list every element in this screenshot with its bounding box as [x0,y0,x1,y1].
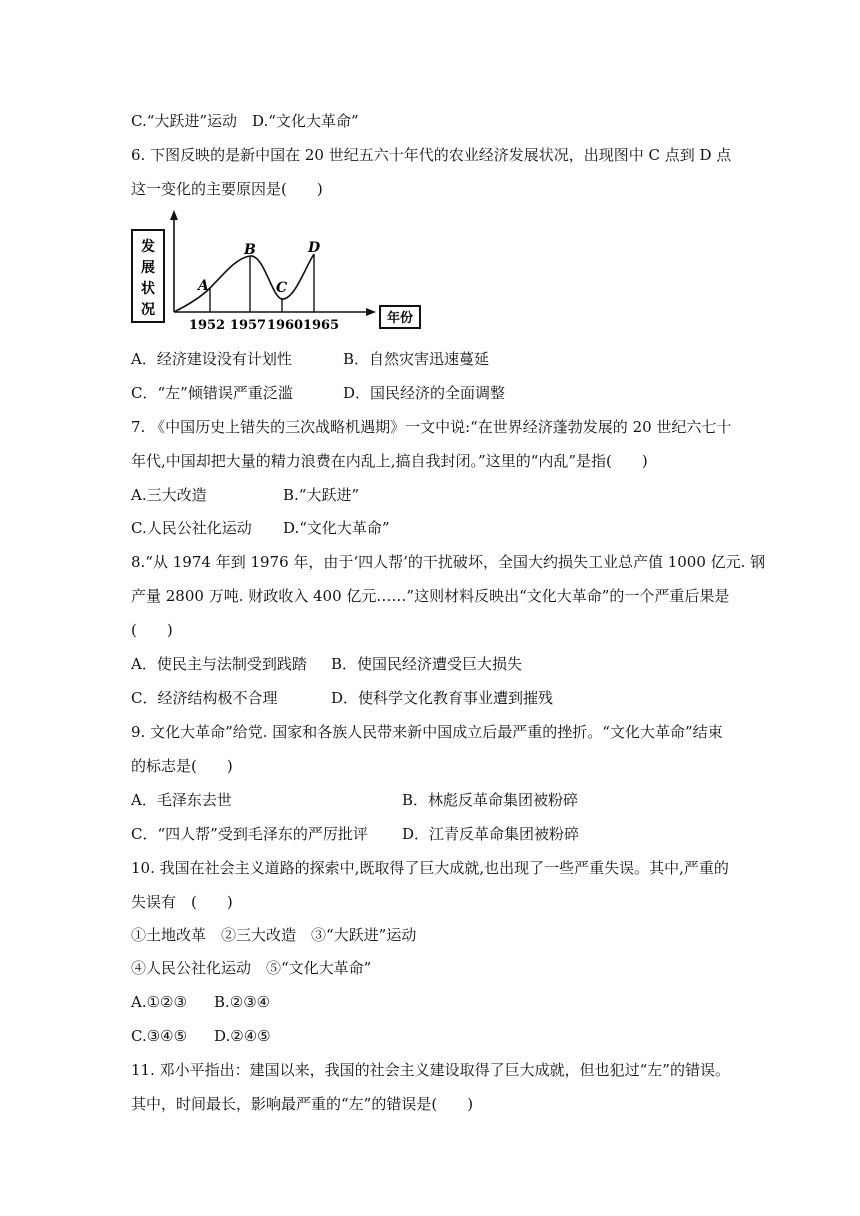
q10-items-line2: ④人民公社化运动 ⑤“文化大革命” [131,959,372,977]
q10-items-line1: ①土地改革 ②三大改造 ③“大跃进”运动 [131,926,417,944]
q9-option-c: C．“四人帮”受到毛泽东的严厉批评 [131,825,368,843]
point-label-d: D [308,240,321,256]
y-axis-arrow [170,210,178,220]
point-label-c: C [276,280,288,296]
q7-option-d: D.“文化大革命” [283,519,390,537]
year-label: 1965 [302,318,340,333]
year-label: 1952 [188,318,226,333]
q6-stem-line1: 6. 下图反映的是新中国在 20 世纪五六十年代的农业经济发展状况，出现图中 C 点到 D 点 [131,146,732,164]
q8-option-a: A．使民主与法制受到践踏 [131,655,307,673]
q10-stem-line1: 10. 我国在社会主义道路的探索中,既取得了巨大成就,也出现了一些严重失误。其中,严重的 [131,859,729,877]
q6-stem-line2: 这一变化的主要原因是( ) [131,180,323,198]
point-label-a: A [198,278,209,294]
q9-option-d: D．江青反革命集团被粉碎 [402,825,580,843]
q9-stem-line1: 9. 文化大革命”给党. 国家和各族人民带来新中国成立后最严重的挫折。“文化大革命”结束 [131,723,723,741]
q8-option-d: D．使科学文化教育事业遭到摧残 [331,689,554,707]
y-label-char: 展 [141,260,155,276]
q9-option-b: B．林彪反革命集团被粉碎 [402,791,579,809]
q7-stem-line1: 7. 《中国历史上错失的三次战略机遇期》一文中说:“在世界经济蓬勃发展的 20 世纪六七十 [131,418,732,436]
q8-stem-line2: 产量 2800 万吨. 财政收入 400 亿元……”这则材料反映出“文化大革命”的一个严重后果是 [131,587,730,605]
year-label: 1957 [229,318,267,333]
q8-option-c: C．经济结构极不合理 [131,689,278,707]
q5-options-cd: C.“大跃进”运动 D.“文化大革命” [131,112,359,130]
q11-stem-line1: 11. 邓小平指出：建国以来，我国的社会主义建设取得了巨大成就，但也犯过“左”的错误。 [131,1061,730,1079]
q10-option-c: C.③④⑤ [131,1027,188,1045]
q8-stem-line1: 8.“从 1974 年到 1976 年，由于‘四人帮’的干扰破坏，全国大约损失工业总产值 1000 亿元. 钢 [131,553,766,571]
x-axis-label: 年份 [386,311,414,326]
development-curve [174,254,314,312]
point-label-b: B [244,242,256,258]
x-axis-arrow [366,308,376,316]
q7-option-c: C.人民公社化运动 [131,519,252,537]
q8-option-b: B．使国民经济遭受巨大损失 [331,655,523,673]
q9-option-a: A．毛泽东去世 [131,791,232,809]
y-label-char: 状 [141,281,155,297]
agriculture-development-figure [128,208,428,338]
q7-option-b: B.“大跃进” [283,486,360,504]
y-label-char: 发 [141,239,155,255]
y-label-char: 况 [141,302,155,318]
q6-option-b: B．自然灾害迅速蔓延 [343,350,490,368]
q11-stem-line2: 其中，时间最长，影响最严重的“左”的错误是( ) [131,1095,474,1113]
q6-option-a: A．经济建设没有计划性 [131,350,292,368]
q8-stem-line3: ( ) [131,621,173,639]
q10-option-b: B.②③④ [214,993,271,1011]
q10-option-d: D.②④⑤ [214,1027,271,1045]
q7-option-a: A.三大改造 [131,486,207,504]
year-label: 1960 [266,318,304,333]
q10-stem-line2: 失误有 ( ) [131,893,233,911]
q10-option-a: A.①②③ [131,993,187,1011]
q6-option-c: C．“左”倾错误严重泛滥 [131,384,293,402]
q9-stem-line2: 的标志是( ) [131,757,233,775]
q7-stem-line2: 年代,中国却把大量的精力浪费在内乱上,搞自我封闭。”这里的“内乱”是指( ) [131,452,648,470]
q6-option-d: D．国民经济的全面调整 [343,384,506,402]
